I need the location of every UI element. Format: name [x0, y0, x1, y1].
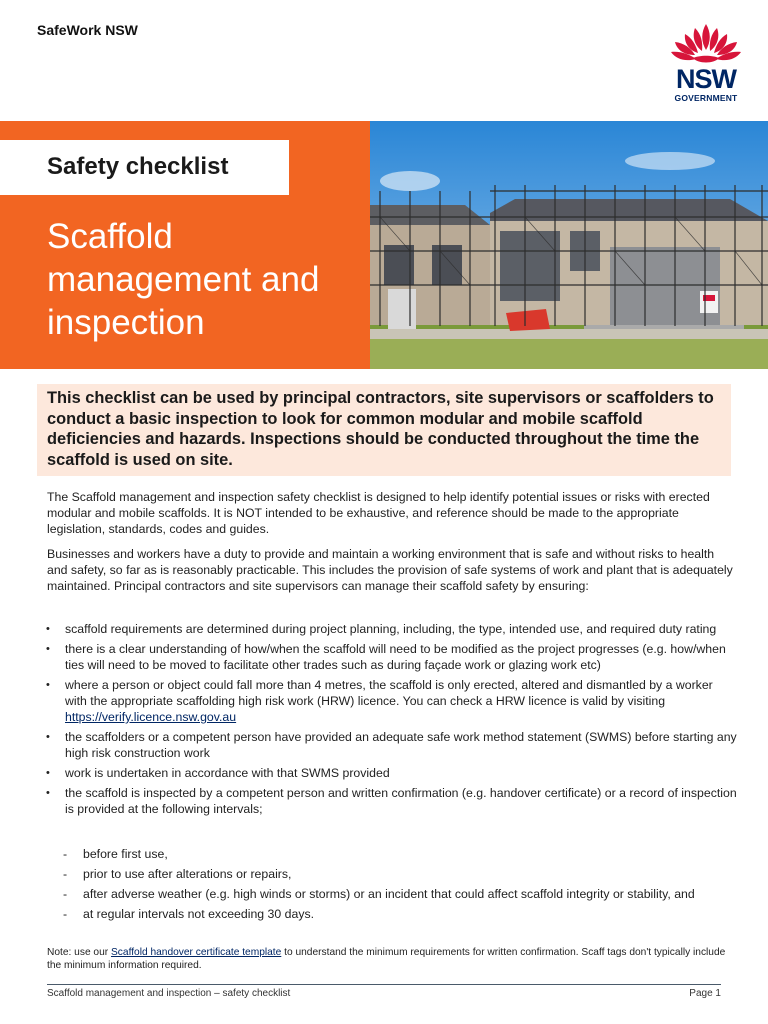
interval-item: - at regular intervals not exceeding 30 days.: [63, 906, 723, 922]
logo-subtext: GOVERNMENT: [674, 93, 738, 103]
footer-divider: [47, 984, 721, 985]
list-item: [47, 785, 737, 817]
handover-certificate-link[interactable]: Scaffold handover certificate template: [111, 947, 282, 958]
note-prefix: Note: use our: [47, 947, 109, 958]
footer-title: Scaffold management and inspection – safety checklist: [47, 988, 291, 999]
list-item-text: where a person or object could fall more than 4 metres, the scaffold is only erected, altered and dismantled by a worker with the appropriate scaffolding high risk work (HRW) licence. You can check a HRW licence is valid by visiting: [65, 678, 713, 708]
interval-item: - after adverse weather (e.g. high winds or storms) or an incident that could affect scaffold integrity or stability, and: [63, 886, 723, 902]
note-suffix: to understand the minimum requirements for written confirmation. Scaff tags don't typically include the minimum information required.: [47, 947, 726, 971]
inspection-intervals-list: [63, 846, 723, 926]
agency-name: SafeWork NSW: [37, 22, 138, 38]
list-item: [47, 621, 737, 637]
page-number: Page 1: [689, 988, 721, 999]
interval-item: - prior to use after alterations or repairs,: [63, 866, 723, 882]
logo-wordmark: NSW: [676, 64, 736, 94]
intro-callout: [37, 384, 731, 476]
intro-text: This checklist can be used by principal contractors, site supervisors or scaffolders to conduct a basic inspection to look for common modular and mobile scaffold deficiencies and hazards. Inspections should be conducted throughout the time the scaffold is used on site.: [47, 389, 714, 469]
hero-photo: [370, 121, 768, 369]
licence-verify-link[interactable]: https://verify.licence.nsw.gov.au: [65, 710, 237, 724]
list-item-text: scaffold requirements are determined during project planning, including, the type, intended use, and required duty rating: [65, 622, 717, 636]
waratah-icon: [667, 22, 745, 66]
nsw-government-logo: [667, 22, 745, 104]
list-item: [47, 641, 737, 673]
footnote: [47, 946, 737, 972]
list-item-text: work is undertaken in accordance with that SWMS provided: [65, 766, 390, 780]
list-item: [47, 677, 737, 725]
paragraph-purpose: The Scaffold management and inspection safety checklist is designed to help identify potential issues or risks with erected modular and mobile scaffolds. It is NOT intended to be exhaustive, and reference should be made to the appropriate legislation, standards, codes and guides.: [47, 490, 710, 536]
duty-list: [47, 621, 737, 821]
list-item-text: there is a clear understanding of how/when the scaffold will need to be modified as the project progresses (e.g. how/when ties will need to be moved to facilitate other trades such as during façade work or glazing work etc): [65, 642, 726, 672]
list-item: [47, 765, 737, 781]
page-title: Scaffold management and inspection: [47, 217, 320, 342]
list-item-text: the scaffold is inspected by a competent person and written confirmation (e.g. handover certificate) or a record of inspection is provided at the following intervals;: [65, 786, 737, 816]
hero-subtitle: Safety checklist: [47, 153, 229, 180]
list-item: [47, 729, 737, 761]
list-item-text: the scaffolders or a competent person have provided an adequate safe work method statement (SWMS) before starting any high risk construction work: [65, 730, 737, 760]
paragraph-duty: Businesses and workers have a duty to provide and maintain a working environment that is safe and without risks to health and safety, so far as is reasonably practicable. This includes the provision of safe systems of work and plant that is adequately maintained. Principal contractors and site supervisors can manage their scaffold safety by ensuring:: [47, 547, 733, 593]
interval-item: - before first use,: [63, 846, 723, 862]
